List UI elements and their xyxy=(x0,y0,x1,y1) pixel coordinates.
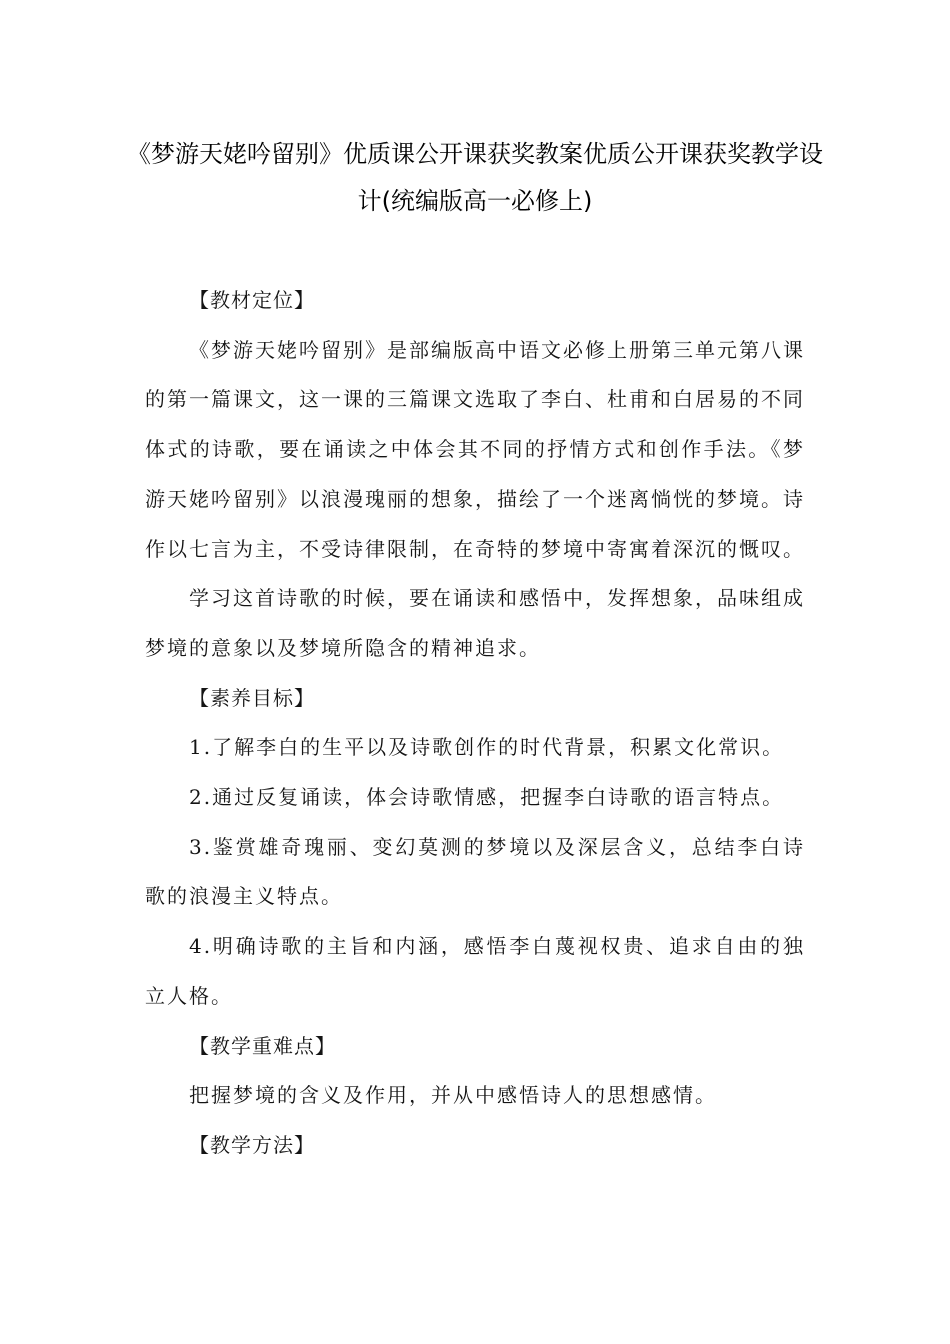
goal-item-1: 1.了解李白的生平以及诗歌创作的时代背景，积累文化常识。 xyxy=(189,735,785,760)
document-title-line-2: 计(统编版高一必修上) xyxy=(357,187,593,215)
goal-item-3: 3.鉴赏雄奇瑰丽、变幻莫测的梦境以及深层含义，总结李白诗歌的浪漫主义特点。 xyxy=(145,834,805,909)
section-heading-teaching-method: 【教学方法】 xyxy=(189,1132,315,1157)
document-body xyxy=(145,276,805,1171)
goal-item-2: 2.通过反复诵读，体会诗歌情感，把握李白诗歌的语言特点。 xyxy=(189,785,785,810)
paragraph-study-approach: 学习这首诗歌的时候，要在诵读和感悟中，发挥想象，品味组成梦境的意象以及梦境所隐含的精神追求。 xyxy=(145,586,805,660)
paragraph-key-points: 把握梦境的含义及作用，并从中感悟诗人的思想感情。 xyxy=(189,1083,717,1108)
document-title-line-1: 《梦游天姥吟留别》优质课公开课获奖教案优质公开课获奖教学设 xyxy=(127,140,823,168)
section-heading-literacy-goals: 【素养目标】 xyxy=(189,685,315,710)
section-heading-textbook-position: 【教材定位】 xyxy=(189,288,315,312)
section-heading-key-points: 【教学重难点】 xyxy=(189,1033,336,1058)
paragraph-textbook-position: 《梦游天姥吟留别》是部编版高中语文必修上册第三单元第八课的第一篇课文，这一课的三篇课文选取了李白、杜甫和白居易的不同体式的诗歌，要在诵读之中体会其不同的抒情方式和创作手法。《梦游天姥吟留别》以浪漫瑰丽的想象，描绘了一个迷离惝恍的梦境。诗作以七言为主，不受诗律限制，在奇特的梦境中寄寓着深沉的慨叹。 xyxy=(145,337,805,561)
goal-item-4: 4.明确诗歌的主旨和内涵，感悟李白蔑视权贵、追求自由的独立人格。 xyxy=(145,934,805,1008)
